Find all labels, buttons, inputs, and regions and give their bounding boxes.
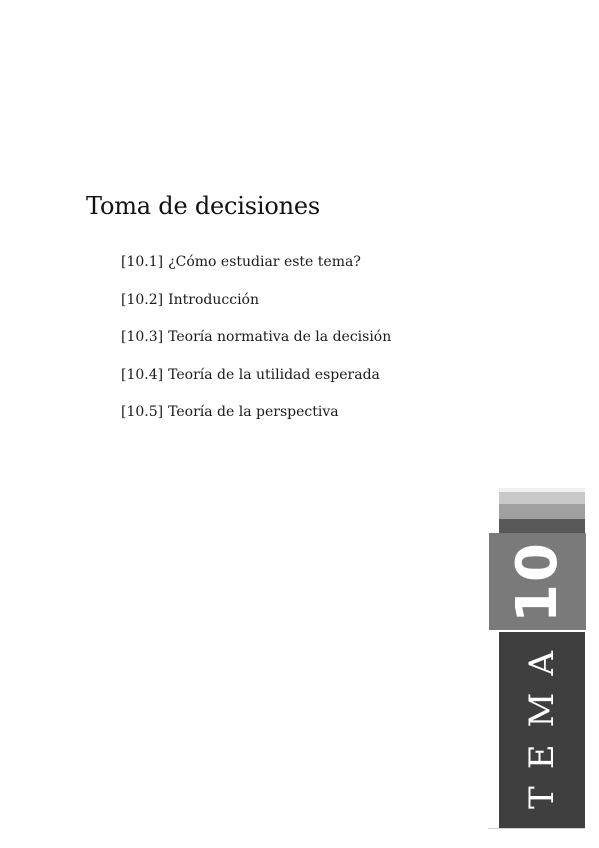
toc-item[interactable] [121,252,391,290]
decorative-stripe [499,504,585,519]
chapter-number-box [488,533,586,630]
toc-item-label: Teoría de la utilidad esperada [168,366,380,383]
toc-item-label: ¿Cómo estudiar este tema? [168,254,361,270]
chapter-number: 10 [504,540,570,623]
toc-item-label: Teoría de la perspectiva [168,404,339,420]
toc-item-number: [10.2] [121,291,164,308]
toc-item[interactable] [121,402,391,440]
toc-item[interactable] [121,327,391,365]
decorative-stripe [499,492,585,504]
toc-item-label: Teoría normativa de la decisión [168,329,392,345]
toc-item[interactable] [121,365,391,403]
toc-item-number: [10.1] [121,254,164,270]
decorative-stripe [499,519,585,533]
toc-item-number: [10.5] [121,404,164,420]
chapter-title: Toma de decisiones [86,192,320,220]
toc-item[interactable] [121,290,391,328]
table-of-contents [121,252,391,440]
toc-item-number: [10.4] [121,366,164,383]
toc-item-number: [10.3] [121,329,164,345]
tema-label-box [499,632,585,828]
tema-label: TEMA [522,634,562,809]
toc-item-label: Introducción [168,291,259,308]
divider [488,828,585,829]
